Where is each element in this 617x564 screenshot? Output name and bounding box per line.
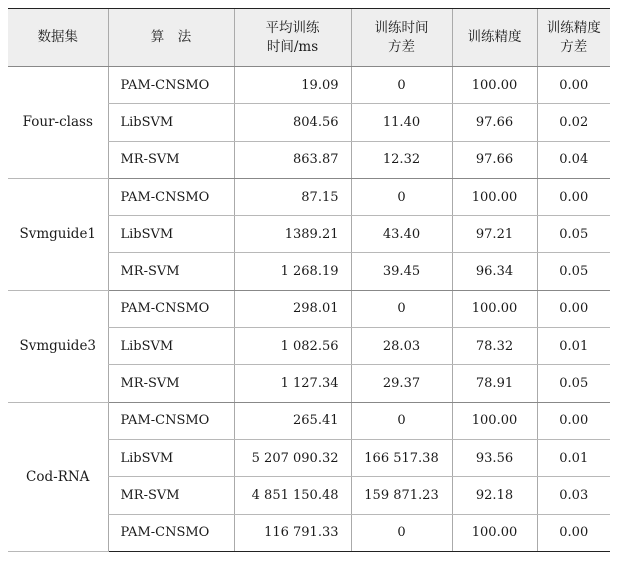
- algorithm-cell: LibSVM: [108, 328, 234, 365]
- table-row: [8, 67, 610, 104]
- algorithm-cell: MR-SVM: [108, 365, 234, 402]
- time-cell: 265.41: [234, 402, 351, 439]
- accuracy-variance-cell: 0.02: [537, 104, 610, 141]
- accuracy-cell: 92.18: [452, 477, 537, 514]
- accuracy-variance-cell: 0.05: [537, 253, 610, 290]
- accuracy-variance-cell: 0.00: [537, 290, 610, 327]
- time-variance-cell: 0: [351, 178, 452, 215]
- time-variance-cell: 0: [351, 67, 452, 104]
- accuracy-variance-cell: 0.00: [537, 402, 610, 439]
- algorithm-cell: MR-SVM: [108, 253, 234, 290]
- accuracy-cell: 97.66: [452, 141, 537, 178]
- accuracy-cell: 100.00: [452, 178, 537, 215]
- table-row: [8, 178, 610, 215]
- header-dataset: 数据集: [8, 9, 108, 67]
- accuracy-cell: 100.00: [452, 290, 537, 327]
- header-train-time-variance: 训练时间 方差: [351, 9, 452, 67]
- accuracy-variance-cell: 0.00: [537, 514, 610, 551]
- accuracy-variance-cell: 0.01: [537, 439, 610, 476]
- accuracy-cell: 100.00: [452, 514, 537, 551]
- accuracy-cell: 100.00: [452, 67, 537, 104]
- time-cell: 19.09: [234, 67, 351, 104]
- header-avg-train-time: 平均训练 时间/ms: [234, 9, 351, 67]
- time-variance-cell: 29.37: [351, 365, 452, 402]
- algorithm-cell: PAM-CNSMO: [108, 402, 234, 439]
- accuracy-cell: 100.00: [452, 402, 537, 439]
- algorithm-cell: LibSVM: [108, 104, 234, 141]
- algorithm-cell: PAM-CNSMO: [108, 290, 234, 327]
- algorithm-cell: MR-SVM: [108, 477, 234, 514]
- accuracy-cell: 78.91: [452, 365, 537, 402]
- time-cell: 116 791.33: [234, 514, 351, 551]
- table-row: [8, 402, 610, 439]
- time-variance-cell: 43.40: [351, 216, 452, 253]
- time-variance-cell: 11.40: [351, 104, 452, 141]
- time-variance-cell: 0: [351, 514, 452, 551]
- time-variance-cell: 159 871.23: [351, 477, 452, 514]
- accuracy-cell: 93.56: [452, 439, 537, 476]
- header-row: [8, 9, 610, 67]
- time-cell: 4 851 150.48: [234, 477, 351, 514]
- time-variance-cell: 39.45: [351, 253, 452, 290]
- time-variance-cell: 12.32: [351, 141, 452, 178]
- algorithm-cell: PAM-CNSMO: [108, 67, 234, 104]
- time-variance-cell: 0: [351, 402, 452, 439]
- time-variance-cell: 28.03: [351, 328, 452, 365]
- accuracy-variance-cell: 0.05: [537, 216, 610, 253]
- algorithm-cell: PAM-CNSMO: [108, 178, 234, 215]
- accuracy-variance-cell: 0.00: [537, 67, 610, 104]
- accuracy-variance-cell: 0.05: [537, 365, 610, 402]
- time-cell: 1 127.34: [234, 365, 351, 402]
- algorithm-cell: PAM-CNSMO: [108, 514, 234, 551]
- time-cell: 1 082.56: [234, 328, 351, 365]
- algorithm-cell: LibSVM: [108, 216, 234, 253]
- time-variance-cell: 0: [351, 290, 452, 327]
- header-train-accuracy: 训练精度: [452, 9, 537, 67]
- accuracy-variance-cell: 0.04: [537, 141, 610, 178]
- algorithm-cell: LibSVM: [108, 439, 234, 476]
- accuracy-variance-cell: 0.01: [537, 328, 610, 365]
- accuracy-cell: 96.34: [452, 253, 537, 290]
- dataset-cell: Four-class: [8, 67, 108, 179]
- time-cell: 804.56: [234, 104, 351, 141]
- accuracy-variance-cell: 0.00: [537, 178, 610, 215]
- accuracy-cell: 97.21: [452, 216, 537, 253]
- header-algorithm: 算 法: [108, 9, 234, 67]
- accuracy-cell: 78.32: [452, 328, 537, 365]
- time-cell: 1389.21: [234, 216, 351, 253]
- dataset-cell: Svmguide3: [8, 290, 108, 402]
- time-cell: 5 207 090.32: [234, 439, 351, 476]
- results-table: [8, 8, 610, 552]
- header-train-accuracy-variance: 训练精度 方差: [537, 9, 610, 67]
- accuracy-variance-cell: 0.03: [537, 477, 610, 514]
- time-cell: 87.15: [234, 178, 351, 215]
- time-cell: 298.01: [234, 290, 351, 327]
- table-row: [8, 290, 610, 327]
- time-cell: 863.87: [234, 141, 351, 178]
- dataset-cell: Cod-RNA: [8, 402, 108, 551]
- dataset-cell: Svmguide1: [8, 178, 108, 290]
- time-cell: 1 268.19: [234, 253, 351, 290]
- algorithm-cell: MR-SVM: [108, 141, 234, 178]
- accuracy-cell: 97.66: [452, 104, 537, 141]
- time-variance-cell: 166 517.38: [351, 439, 452, 476]
